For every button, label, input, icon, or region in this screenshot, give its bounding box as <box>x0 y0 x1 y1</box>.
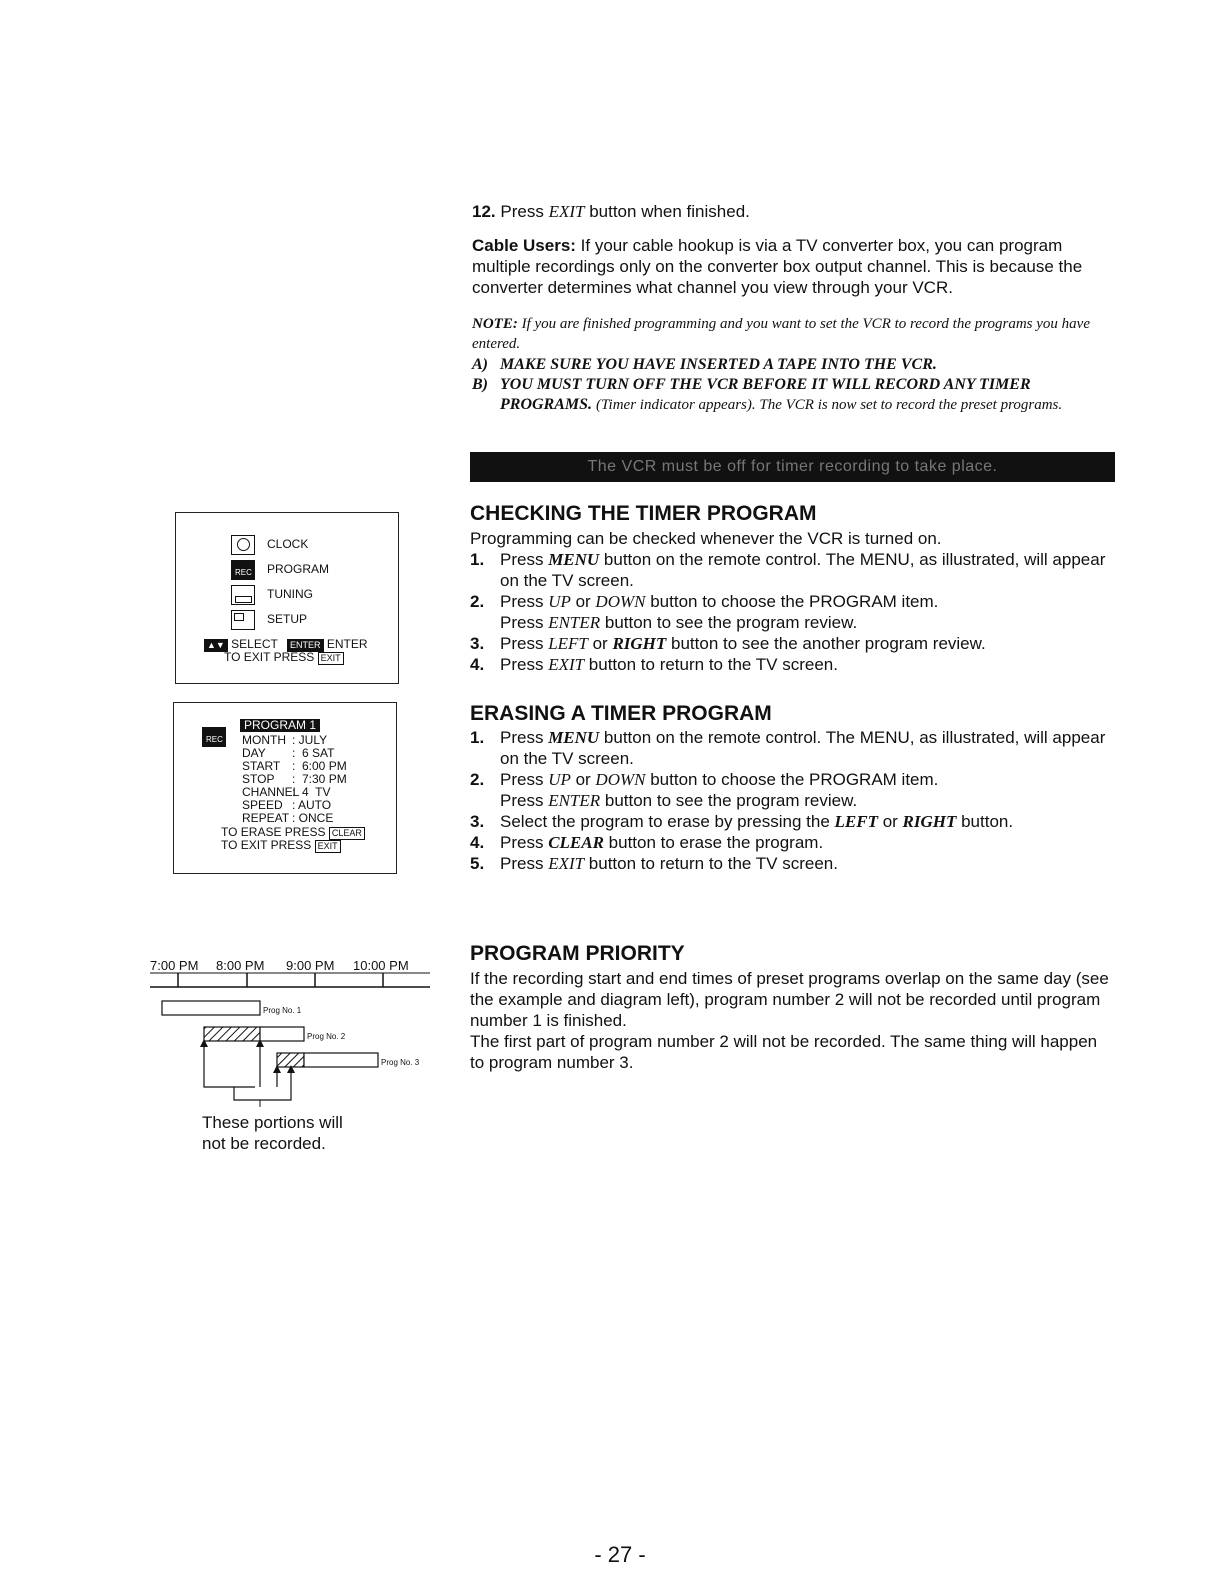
note-block <box>472 314 1117 415</box>
prog-2-label: Prog No. 2 <box>307 1032 346 1041</box>
prog-2-hatched <box>204 1027 260 1041</box>
menu-exit-line: TO EXIT PRESS EXIT <box>224 650 344 665</box>
erasing-step-4: 4. Press CLEAR button to erase the program. <box>470 833 824 852</box>
prog-2-bar <box>260 1027 304 1041</box>
erasing-step-2: 2. Press UP or DOWN button to choose the PROGRAM item. Press ENTER button to see the program review. <box>470 770 939 810</box>
updown-key: ▲▼ <box>204 639 228 652</box>
rec-icon: REC <box>202 727 226 747</box>
timer-warning-banner: The VCR must be off for timer recording to take place. <box>470 452 1115 482</box>
prog-1-label: Prog No. 1 <box>263 1006 302 1015</box>
setup-icon <box>231 610 255 630</box>
prog-1-bar <box>162 1001 260 1015</box>
erasing-step-3: 3. Select the program to erase by pressing the LEFT or RIGHT button. <box>470 812 1014 831</box>
cable-users-label: Cable Users: <box>472 236 576 255</box>
step-12: 12. Press EXIT button when finished. <box>472 202 750 221</box>
time-label-7pm: 7:00 PM <box>150 958 199 973</box>
timeline-caption: These portions will not be recorded. <box>202 1113 343 1153</box>
timeline-diagram <box>150 955 440 1155</box>
time-label-8pm: 8:00 PM <box>216 958 265 973</box>
checking-intro: Programming can be checked whenever the VCR is turned on. <box>470 529 942 548</box>
exit-key: EXIT <box>315 840 341 853</box>
menu-item-clock: CLOCK <box>231 531 381 553</box>
program-erase-line: TO ERASE PRESS CLEAR <box>221 825 365 840</box>
menu-item-setup: SETUP <box>231 606 381 630</box>
erasing-title: ERASING A TIMER PROGRAM <box>470 702 772 725</box>
priority-section <box>470 942 1115 1073</box>
program-exit-line: TO EXIT PRESS EXIT <box>221 838 341 853</box>
prog-3-bar <box>304 1053 378 1067</box>
menu-screen-illustration <box>175 512 399 684</box>
prog-3-label: Prog No. 3 <box>381 1058 420 1067</box>
menu-item-program: REC PROGRAM <box>231 556 381 580</box>
clock-icon <box>231 535 255 555</box>
antenna-icon <box>231 585 255 605</box>
note-b: B) YOU MUST TURN OFF THE VCR BEFORE IT WILL RECORD ANY TIMER PROGRAMS. (Timer indicator appears). The VCR is now set to record the preset programs. <box>472 376 1063 413</box>
menu-select-line: ▲▼ SELECT ENTER ENTER <box>204 637 368 652</box>
checking-step-1: 1. Press MENU button on the remote control. The MENU, as illustrated, will appear on the TV screen. <box>470 550 1106 590</box>
erasing-step-1: 1. Press MENU button on the remote control. The MENU, as illustrated, will appear on the TV screen. <box>470 728 1106 768</box>
time-label-9pm: 9:00 PM <box>286 958 335 973</box>
note-intro: NOTE: If you are finished programming and you want to set the VCR to record the programs you have entered. <box>472 316 1090 352</box>
page-number: - 27 - <box>594 1542 646 1567</box>
program-header: PROGRAM 1 <box>240 719 320 732</box>
checking-step-3: 3. Press LEFT or RIGHT button to see the another program review. <box>470 634 986 653</box>
priority-title: PROGRAM PRIORITY <box>470 942 685 965</box>
erasing-step-5: 5. Press EXIT button to return to the TV screen. <box>470 854 838 873</box>
note-a: A) MAKE SURE YOU HAVE INSERTED A TAPE INTO THE VCR. <box>472 356 937 373</box>
checking-step-4: 4. Press EXIT button to return to the TV screen. <box>470 655 838 674</box>
program-screen-illustration <box>173 702 397 874</box>
checking-title: CHECKING THE TIMER PROGRAM <box>470 502 817 525</box>
menu-item-tuning: TUNING <box>231 581 381 605</box>
erasing-section <box>470 702 1115 874</box>
rec-icon: REC <box>231 560 255 580</box>
checking-section <box>470 502 1115 675</box>
priority-paragraph-2: The first part of program number 2 will not be recorded. The same thing will happen to program number 3. <box>470 1032 1098 1072</box>
prog-3-hatched <box>277 1053 304 1067</box>
priority-paragraph-1: If the recording start and end times of preset programs overlap on the same day (see the example and diagram left), program number 2 will not be recorded until program number 1 is finished. <box>470 969 1109 1030</box>
program-details: MONTH : JULY DAY : 6 SAT START : 6:00 PM STOP : 7:30 PM CHANNEL : 4 TV SPEED : AUTO REPEAT : ONCE <box>242 733 347 825</box>
cable-users-paragraph: Cable Users: If your cable hookup is via a TV converter box, you can program multiple recordings only on the converter box output channel. This is because the converter determines what channel you view through your VCR. <box>472 236 1083 297</box>
enter-key: ENTER <box>287 639 324 652</box>
clear-key: CLEAR <box>329 827 365 840</box>
checking-step-2: 2. Press UP or DOWN button to choose the PROGRAM item. Press ENTER button to see the program review. <box>470 592 939 632</box>
exit-key: EXIT <box>318 652 344 665</box>
time-label-10pm: 10:00 PM <box>353 958 409 973</box>
